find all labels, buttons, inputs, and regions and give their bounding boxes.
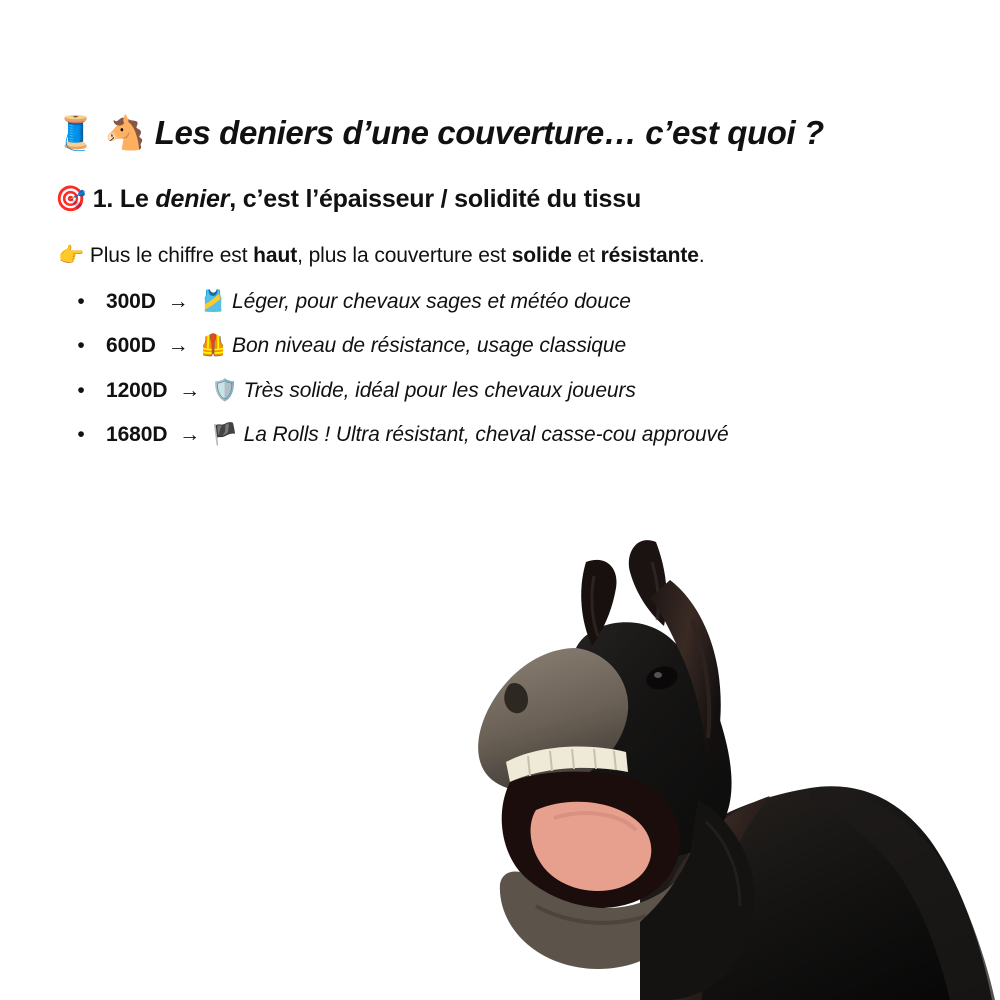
denier-list xyxy=(0,288,1000,448)
poster-text-content xyxy=(0,0,1000,465)
list-bullet-icon: • xyxy=(77,290,85,314)
pointing-right-icon: 👉 xyxy=(58,243,85,267)
denier-description: Léger, pour chevaux sages et météo douce xyxy=(232,290,631,314)
denier-description: La Rolls ! Ultra résistant, cheval casse-cou approuvé xyxy=(243,422,729,446)
lead-part-2: , plus la couverture est xyxy=(297,243,512,267)
safety-vest-icon: 🦺 xyxy=(200,334,227,358)
lead-bold-1: haut xyxy=(253,243,298,267)
page-title-text: Les deniers d’une couverture… c’est quoi ? xyxy=(154,114,824,151)
list-bullet-icon: • xyxy=(77,378,85,402)
black-flag-icon: 🏴 xyxy=(211,422,238,446)
section-number: 1. xyxy=(92,185,114,214)
section-heading xyxy=(0,153,1000,216)
bullseye-icon: 🎯 xyxy=(55,185,86,214)
lead-bold-2: solide xyxy=(511,243,572,267)
list-bullet-icon: • xyxy=(77,422,85,446)
horse-face-icon: 🐴 xyxy=(104,114,146,151)
section-text-italic: denier xyxy=(155,185,230,214)
list-item xyxy=(72,377,1000,404)
lead-part-1: Plus le chiffre est xyxy=(89,243,254,267)
shield-icon: 🛡️ xyxy=(211,378,238,402)
arrow-icon: → xyxy=(179,378,201,402)
section-text-before: Le xyxy=(119,185,149,214)
arrow-icon: → xyxy=(167,334,189,358)
list-item xyxy=(72,288,1000,315)
denier-value: 600D xyxy=(106,334,156,358)
denier-value: 300D xyxy=(106,290,156,314)
denier-description: Très solide, idéal pour les chevaux joueurs xyxy=(243,378,636,402)
list-item xyxy=(72,421,1000,448)
lead-paragraph xyxy=(0,216,1000,270)
running-shirt-icon: 🎽 xyxy=(200,290,227,314)
thread-spool-icon: 🧵 xyxy=(55,114,97,151)
list-item xyxy=(72,332,1000,359)
horse-illustration-svg xyxy=(340,470,1000,1000)
arrow-icon: → xyxy=(167,290,189,314)
lead-part-3: et xyxy=(571,243,601,267)
list-bullet-icon: • xyxy=(77,334,85,358)
arrow-icon: → xyxy=(179,422,201,446)
lead-part-4: . xyxy=(698,243,705,267)
denier-description: Bon niveau de résistance, usage classique xyxy=(232,334,627,358)
denier-value: 1680D xyxy=(106,422,168,446)
section-text-after: , c’est l’épaisseur / solidité du tissu xyxy=(229,185,642,214)
denier-value: 1200D xyxy=(106,378,168,402)
page-title xyxy=(0,0,1000,153)
lead-bold-3: résistante xyxy=(600,243,699,267)
